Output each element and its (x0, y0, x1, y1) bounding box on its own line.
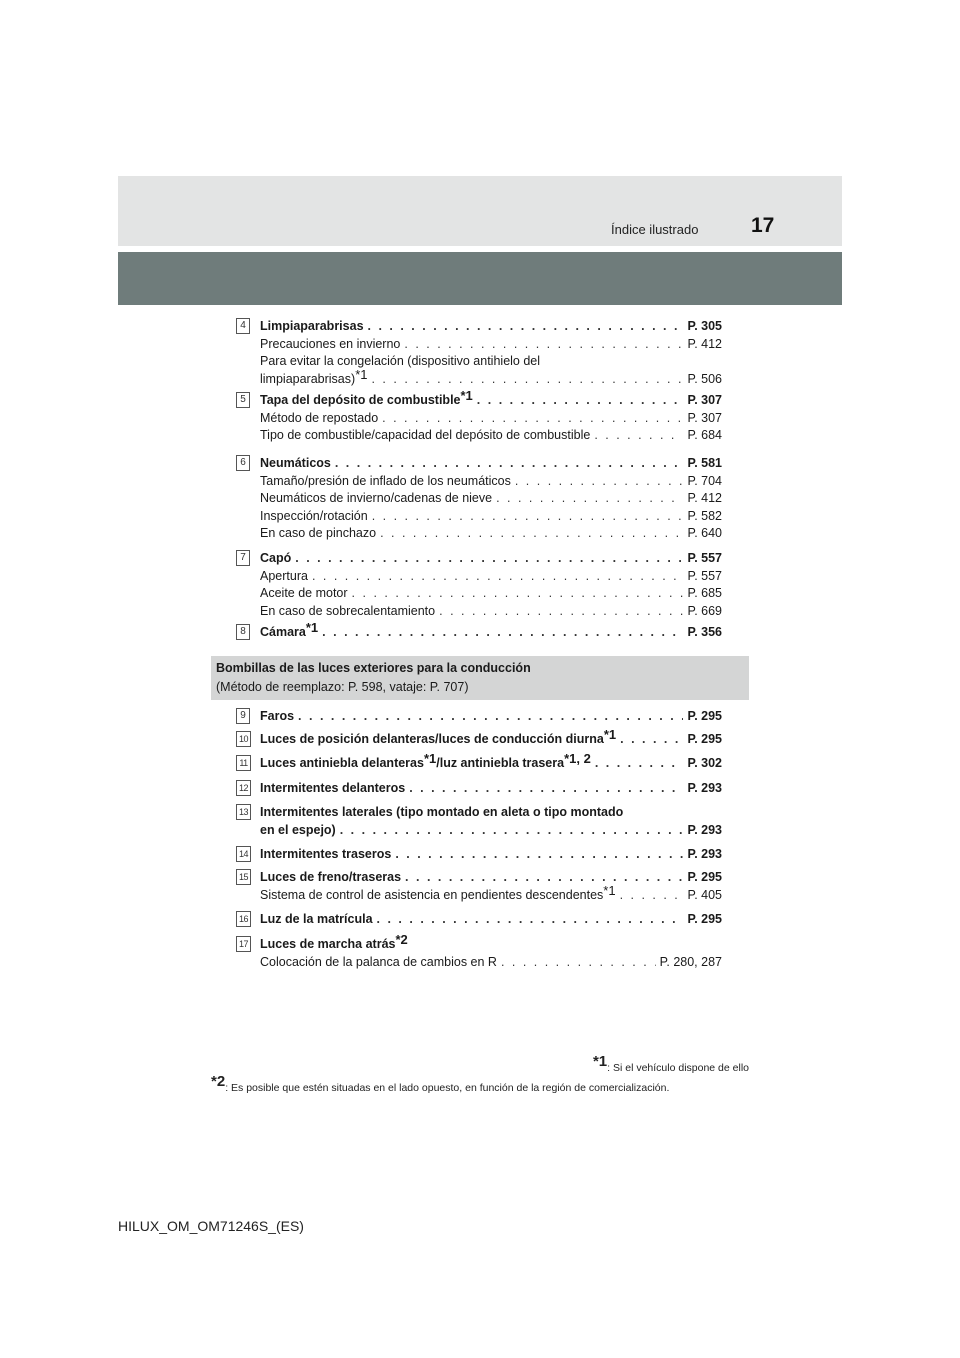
page-reference-link[interactable]: P. 295 (687, 870, 722, 884)
index-entry-9 (236, 708, 722, 726)
line-label-text: Tapa del depósito de combustible (260, 393, 461, 407)
index-line[interactable] (260, 846, 722, 864)
line-label-text: Luz de la matrícula (260, 912, 373, 926)
index-line-text (260, 804, 722, 822)
callout-number: 8 (236, 624, 250, 640)
page-reference-link[interactable]: P. 581 (687, 456, 722, 470)
line-label-text: Capó (260, 551, 292, 565)
section-title: Índice ilustrado (611, 222, 699, 237)
dot-leader (335, 455, 684, 473)
footnote-1 (592, 1053, 749, 1075)
index-line[interactable] (260, 318, 722, 336)
page-reference-link[interactable]: P. 685 (687, 586, 722, 600)
index-line[interactable] (260, 585, 722, 603)
index-entry-5 (236, 388, 722, 445)
line-label-text: Aceite de motor (260, 586, 348, 600)
dot-leader (372, 508, 684, 526)
dot-leader (322, 624, 683, 642)
callout-number: 7 (236, 550, 250, 566)
index-line[interactable] (260, 822, 722, 840)
footnote-2-text: : Es posible que estén situadas en el lado opuesto, en función de la región de comercialización. (225, 1082, 670, 1094)
dot-leader (377, 911, 684, 929)
index-entry-7 (236, 550, 722, 620)
line-label (260, 805, 623, 819)
index-line[interactable] (260, 603, 722, 621)
index-line[interactable] (260, 388, 722, 410)
index-line[interactable] (260, 366, 722, 389)
page-reference-link[interactable]: P. 293 (687, 781, 722, 795)
page-reference-link[interactable]: P. 356 (687, 625, 722, 639)
index-line[interactable] (260, 568, 722, 586)
line-label-text: Cámara (260, 625, 306, 639)
index-line[interactable] (260, 869, 722, 887)
line-label (260, 846, 391, 864)
line-label (260, 568, 308, 586)
page-reference-link[interactable]: P. 582 (687, 508, 722, 523)
dot-leader (404, 336, 683, 354)
index-line[interactable] (260, 954, 722, 972)
footnote-2-mark: *2 (211, 1073, 226, 1090)
line-label-text: Intermitentes traseros (260, 847, 392, 861)
line-label (260, 603, 435, 621)
index-entry-4 (236, 318, 722, 388)
index-entry-6 (236, 455, 722, 543)
line-label-text: Neumáticos (260, 456, 331, 470)
dot-leader (405, 869, 683, 887)
index-line[interactable] (260, 473, 722, 491)
index-entry-11 (236, 751, 722, 773)
page-reference-link[interactable]: P. 640 (687, 526, 722, 540)
header-dark-band (118, 252, 842, 305)
index-line[interactable] (260, 882, 722, 905)
line-label-text: Tipo de combustible/capacidad del depósito de combustible (260, 428, 591, 442)
callout-number: 11 (236, 755, 251, 771)
line-label (260, 869, 401, 887)
index-line[interactable] (260, 508, 722, 526)
dot-leader (594, 427, 683, 445)
line-label (260, 473, 511, 491)
line-label-text-2: /luz antiniebla trasera (436, 756, 565, 770)
dot-leader (409, 780, 683, 798)
footnote-marker: *1 (603, 727, 617, 742)
page-reference-link[interactable]: P. 557 (687, 551, 722, 565)
line-label (260, 751, 591, 773)
page-reference-link[interactable]: P. 405 (687, 887, 722, 902)
line-label (260, 550, 291, 568)
index-line[interactable] (260, 525, 722, 543)
callout-number: 4 (236, 318, 250, 334)
line-label-text: limpiaparabrisas) (260, 371, 356, 386)
page-reference-link[interactable]: P. 506 (687, 371, 722, 386)
line-label-text: Limpiaparabrisas (260, 319, 364, 333)
page-reference-link[interactable]: P. 293 (687, 847, 722, 861)
line-label (260, 780, 405, 798)
index-line[interactable] (260, 455, 722, 473)
dot-leader (620, 731, 683, 749)
line-label (260, 882, 616, 905)
index-entry-15 (236, 869, 722, 904)
page-reference-link[interactable]: P. 280, 287 (659, 954, 722, 969)
page-reference-link[interactable]: P. 302 (687, 756, 722, 770)
page-reference-link[interactable]: P. 293 (687, 822, 722, 837)
index-line[interactable] (260, 427, 722, 445)
document-code: HILUX_OM_OM71246S_(ES) (118, 1218, 304, 1234)
line-label-text: Para evitar la congelación (dispositivo antihielo del (260, 354, 541, 368)
line-label (260, 727, 617, 749)
line-label-text: Faros (260, 709, 295, 723)
index-line[interactable] (260, 410, 722, 428)
footnote-marker: *1 (603, 882, 616, 898)
page-reference-link[interactable]: P. 412 (687, 491, 722, 505)
callout-number: 13 (236, 804, 251, 820)
line-label (260, 427, 590, 445)
footnote-marker: *1 (305, 620, 319, 635)
line-label (260, 620, 319, 642)
callout-number: 10 (236, 731, 251, 747)
index-line[interactable] (260, 490, 722, 508)
line-label-text: Luces antiniebla delanteras (260, 756, 424, 770)
page-reference-link[interactable]: P. 295 (687, 732, 722, 746)
line-label (260, 708, 294, 726)
dot-leader (298, 708, 683, 726)
line-label (260, 508, 368, 526)
line-label (260, 354, 540, 368)
line-label (260, 954, 497, 972)
page-reference-link[interactable]: P. 305 (687, 319, 722, 333)
dot-leader (515, 473, 684, 491)
line-label-text: Sistema de control de asistencia en pendientes descendentes (260, 887, 604, 902)
line-label-text: Luces de freno/traseras (260, 870, 402, 884)
callout-number: 12 (236, 780, 251, 796)
dot-leader (501, 954, 656, 972)
callout-number: 16 (236, 911, 251, 927)
page-reference-link[interactable]: P. 704 (687, 473, 722, 488)
footnote-2 (211, 1073, 670, 1095)
footnote-marker: *2 (395, 932, 408, 947)
callout-number: 15 (236, 869, 251, 885)
index-line[interactable] (260, 550, 722, 568)
index-entry-8 (236, 620, 722, 642)
line-label-text: Neumáticos de invierno/cadenas de nieve (260, 491, 493, 505)
footnote-marker: *1 (460, 388, 473, 403)
dot-leader (352, 585, 684, 603)
page-reference-link[interactable]: P. 307 (687, 393, 722, 407)
line-label (260, 336, 400, 354)
line-label-text: Apertura (260, 568, 308, 583)
page-reference-link[interactable]: P. 412 (687, 336, 722, 351)
dot-leader (340, 822, 684, 840)
line-label (260, 318, 364, 336)
index-entry-17 (236, 932, 722, 971)
line-label-text: Método de repostado (260, 410, 379, 425)
header-band (118, 176, 842, 246)
page-reference-link[interactable]: P. 684 (687, 428, 722, 442)
line-label (260, 585, 348, 603)
page-reference-link[interactable]: P. 307 (687, 410, 722, 425)
line-label (260, 490, 492, 508)
line-label-text: Tamaño/presión de inflado de los neumáticos (260, 473, 511, 488)
index-entry-13 (236, 804, 722, 839)
line-label-text: Luces de marcha atrás (260, 937, 396, 951)
callout-number: 17 (236, 936, 251, 952)
line-label (260, 366, 368, 389)
index-line[interactable] (260, 727, 722, 749)
index-line[interactable] (260, 911, 722, 929)
page-number: 17 (751, 214, 775, 237)
dot-leader (595, 755, 684, 773)
line-label (260, 525, 376, 543)
index-line[interactable] (260, 620, 722, 642)
index-line[interactable] (260, 751, 722, 773)
dot-leader (295, 550, 683, 568)
line-label-text: En caso de sobrecalentamiento (260, 603, 436, 618)
callout-number: 5 (236, 392, 250, 408)
line-label-text: Intermitentes delanteros (260, 781, 406, 795)
page-reference-link[interactable]: P. 669 (687, 603, 722, 618)
line-label (260, 410, 378, 428)
line-label-text: Luces de posición delanteras/luces de conducción diurna (260, 732, 604, 746)
footnote-1-mark: *1 (592, 1053, 608, 1070)
line-label (260, 932, 408, 951)
dot-leader (371, 371, 683, 389)
callout-number: 6 (236, 455, 250, 471)
index-line[interactable] (260, 780, 722, 798)
index-entry-14 (236, 846, 722, 864)
footnote-marker: *1 (423, 751, 437, 766)
line-label-text: Inspección/rotación (260, 508, 368, 523)
footnote-1-text: : Si el vehículo dispone de ello (607, 1062, 749, 1074)
dot-leader (380, 525, 683, 543)
dot-leader (395, 846, 683, 864)
dot-leader (312, 568, 684, 586)
page-reference-link[interactable]: P. 557 (687, 568, 722, 583)
line-label-text: Intermitentes laterales (tipo montado en aleta o tipo montado (260, 805, 624, 819)
dot-leader (620, 887, 684, 905)
index-entry-10 (236, 727, 722, 749)
index-line-text (260, 353, 722, 371)
page-reference-link[interactable]: P. 295 (687, 709, 722, 723)
bulb-section-box (211, 656, 749, 700)
index-entry-12 (236, 780, 722, 798)
line-label (260, 822, 336, 840)
dot-leader (368, 318, 684, 336)
line-label (260, 388, 473, 410)
footnote-marker: *1 (355, 366, 368, 382)
dot-leader (382, 410, 683, 428)
bulb-section-title: Bombillas de las luces exteriores para la conducción (216, 661, 531, 675)
footnote-marker-2: *1, 2 (564, 751, 591, 766)
dot-leader (496, 490, 683, 508)
line-label-text: En caso de pinchazo (260, 526, 377, 540)
line-label-text: Colocación de la palanca de cambios en R (260, 954, 497, 969)
callout-number: 9 (236, 708, 250, 724)
index-line[interactable] (260, 708, 722, 726)
dot-leader (477, 392, 684, 410)
index-entry-16 (236, 911, 722, 929)
line-label-text: Precauciones en invierno (260, 336, 401, 351)
line-label (260, 911, 373, 929)
callout-number: 14 (236, 846, 251, 862)
line-label (260, 455, 331, 473)
index-line-text (260, 932, 722, 954)
dot-leader (439, 603, 683, 621)
index-line[interactable] (260, 336, 722, 354)
bulb-section-subtitle: (Método de reemplazo: P. 598, vataje: P. 707) (216, 680, 469, 694)
page-reference-link[interactable]: P. 295 (687, 912, 722, 926)
line-label-text: en el espejo) (260, 822, 336, 837)
